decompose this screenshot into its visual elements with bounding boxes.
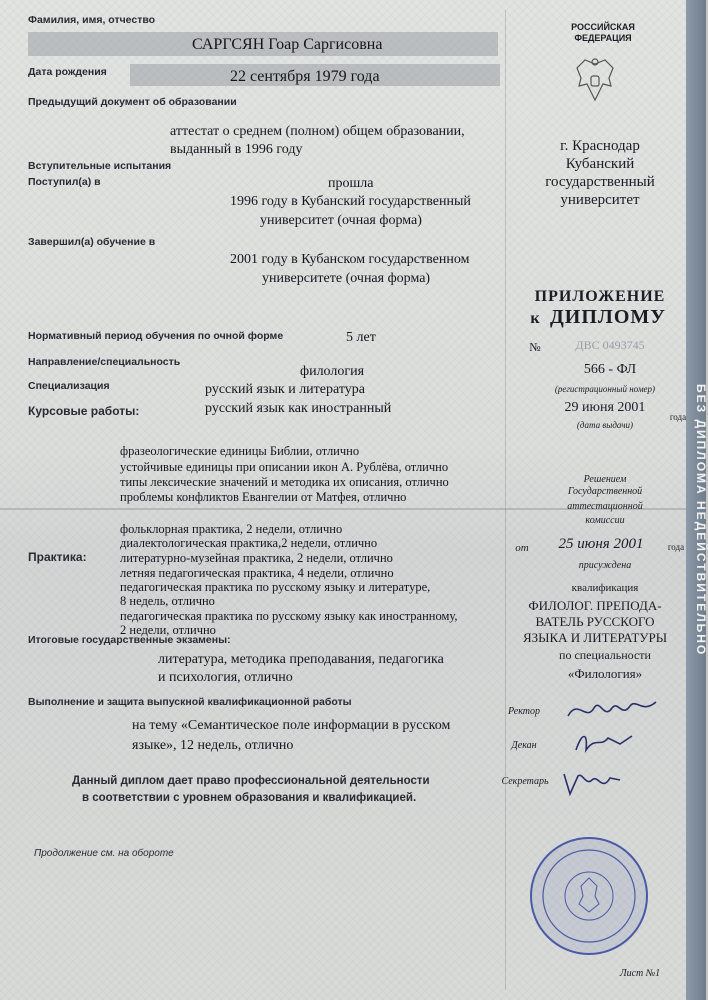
- direction-label: Направление/специальность: [28, 356, 181, 368]
- country-line-2: ФЕДЕРАЦИЯ: [574, 33, 632, 43]
- coursework-line-1: фразеологические единицы Библии, отлично: [120, 444, 360, 458]
- prev-doc-line-1: аттестат о среднем (полном) общем образовании,: [170, 124, 465, 139]
- sheet-label: Лист №1: [619, 968, 661, 979]
- specialization-label: Специализация: [28, 380, 110, 392]
- diploma-number: ДВС 0493745: [575, 338, 645, 352]
- decision-line-2: Государственной: [567, 486, 643, 497]
- rights-line-1: Данный диплом дает право профессиональной деятельности: [72, 775, 430, 787]
- completed-label: Завершил(а) обучение в: [28, 236, 156, 248]
- reg-number: 566 - ФЛ: [583, 362, 637, 377]
- birth-label: Дата рождения: [28, 66, 107, 78]
- decision-line-1: Решением: [583, 474, 627, 485]
- entrance-label: Вступительные испытания: [28, 160, 172, 172]
- coursework-line-4: проблемы конфликтов Евангелии от Матфея, отлично: [120, 490, 407, 504]
- secretary-label: Секретарь: [501, 776, 549, 787]
- birth-value: 22 сентября 1979 года: [230, 68, 380, 85]
- coursework-line-2: устойчивые единицы при описании икон А. Рублёва, отлично: [120, 460, 449, 474]
- fio-value: САРГСЯН Гоар Саргисовна: [192, 36, 383, 53]
- issue-year-word: года: [669, 412, 687, 422]
- country-line-1: РОССИЙСКАЯ: [571, 22, 635, 32]
- admitted-line-2: университет (очная форма): [260, 213, 422, 228]
- specialty-caption: по специальности: [559, 648, 651, 662]
- entrance-value: прошла: [328, 176, 374, 191]
- practice-line-7: педагогическая практика по русскому языку как иностранному,: [120, 609, 458, 623]
- coat-of-arms-icon: [573, 56, 617, 106]
- university-line-1: Кубанский: [565, 156, 635, 172]
- thesis-line-1: на тему «Семантическое поле информации в русском: [132, 718, 451, 733]
- completed-line-2: университете (очная форма): [262, 271, 431, 286]
- practice-line-8: 2 недели, отлично: [120, 623, 216, 637]
- exams-line-1: литература, методика преподавания, педагогика: [158, 652, 444, 667]
- exams-label: Итоговые государственные экзамены:: [28, 634, 231, 646]
- admitted-line-1: 1996 году в Кубанский государственный: [230, 194, 471, 209]
- prev-doc-label: Предыдущий документ об образовании: [28, 96, 237, 108]
- university-line-3: университет: [560, 192, 640, 208]
- practice-label: Практика:: [28, 550, 87, 564]
- prev-doc-line-2: выданный в 1996 году: [170, 142, 303, 157]
- thesis-label: Выполнение и защита выпускной квалификационной работы: [28, 696, 352, 708]
- period-label: Нормативный период обучения по очной форме: [28, 330, 284, 342]
- direction-value: филология: [300, 364, 365, 379]
- column-divider: [505, 10, 506, 990]
- rights-line-2: в соответствии с уровнем образования и квалификацией.: [82, 792, 417, 804]
- practice-line-4: летняя педагогическая практика, 4 недели, отлично: [120, 566, 394, 580]
- university-line-2: государственный: [545, 174, 655, 190]
- issue-date: 29 июня 2001: [564, 400, 646, 415]
- appendix-subtitle: ДИПЛОМУ: [550, 306, 666, 328]
- practice-line-3: литературно-музейная практика, 2 недели, отлично: [120, 551, 393, 565]
- decision-line-3: аттестационной: [567, 501, 643, 512]
- coursework-label: Курсовые работы:: [28, 404, 140, 418]
- qualification-word: квалификация: [571, 582, 639, 594]
- admitted-label: Поступил(а) в: [28, 176, 101, 188]
- appendix-k: к: [530, 310, 540, 327]
- dean-label: Декан: [511, 740, 537, 751]
- coursework-line-3: типы лексические значений и методика их описания, отлично: [120, 475, 449, 489]
- diploma-number-prefix: №: [529, 340, 541, 354]
- period-value: 5 лет: [346, 330, 376, 345]
- issue-caption: (дата выдачи): [576, 420, 634, 430]
- secretary-signature-icon: [556, 766, 626, 800]
- decision-line-4: комиссии: [585, 515, 625, 526]
- awarded: присуждена: [578, 560, 632, 571]
- city: г. Краснодар: [560, 138, 640, 154]
- appendix-title: ПРИЛОЖЕНИЕ: [534, 288, 666, 305]
- fio-label: Фамилия, имя, отчество: [28, 14, 156, 26]
- reg-caption: (регистрационный номер): [554, 384, 656, 394]
- completed-line-1: 2001 году в Кубанском государственном: [230, 252, 470, 267]
- qualification-line-3: ЯЗЫКА И ЛИТЕРАТУРЫ: [522, 630, 668, 645]
- qualification-line-1: ФИЛОЛОГ. ПРЕПОДА-: [528, 598, 662, 613]
- practice-line-5: педагогическая практика по русскому языку и литературе,: [120, 580, 431, 594]
- qualification-line-2: ВАТЕЛЬ РУССКОГО: [535, 614, 655, 629]
- specialty: «Филология»: [567, 666, 643, 681]
- coursework-first: русский язык как иностранный: [205, 401, 392, 416]
- specialization-value: русский язык и литература: [205, 382, 366, 397]
- rector-signature-icon: [564, 694, 660, 728]
- dean-signature-icon: [570, 726, 640, 756]
- decision-date: 25 июня 2001: [558, 536, 644, 552]
- decision-from: от: [515, 542, 529, 554]
- exams-line-2: и психология, отлично: [158, 670, 293, 685]
- practice-line-1: фольклорная практика, 2 недели, отлично: [120, 522, 343, 536]
- university-seal-icon: [527, 834, 651, 958]
- continued-note: Продолжение см. на обороте: [34, 848, 174, 859]
- rector-label: Ректор: [508, 706, 540, 717]
- thesis-line-2: языке», 12 недель, отлично: [132, 738, 294, 753]
- practice-line-2: диалектологическая практика,2 недели, отлично: [120, 536, 378, 550]
- strip-text: БЕЗ ДИПЛОМА НЕДЕЙСТВИТЕЛЬНО: [694, 383, 708, 657]
- decision-year-word: года: [667, 542, 685, 552]
- practice-line-6: 8 недель, отлично: [120, 594, 215, 608]
